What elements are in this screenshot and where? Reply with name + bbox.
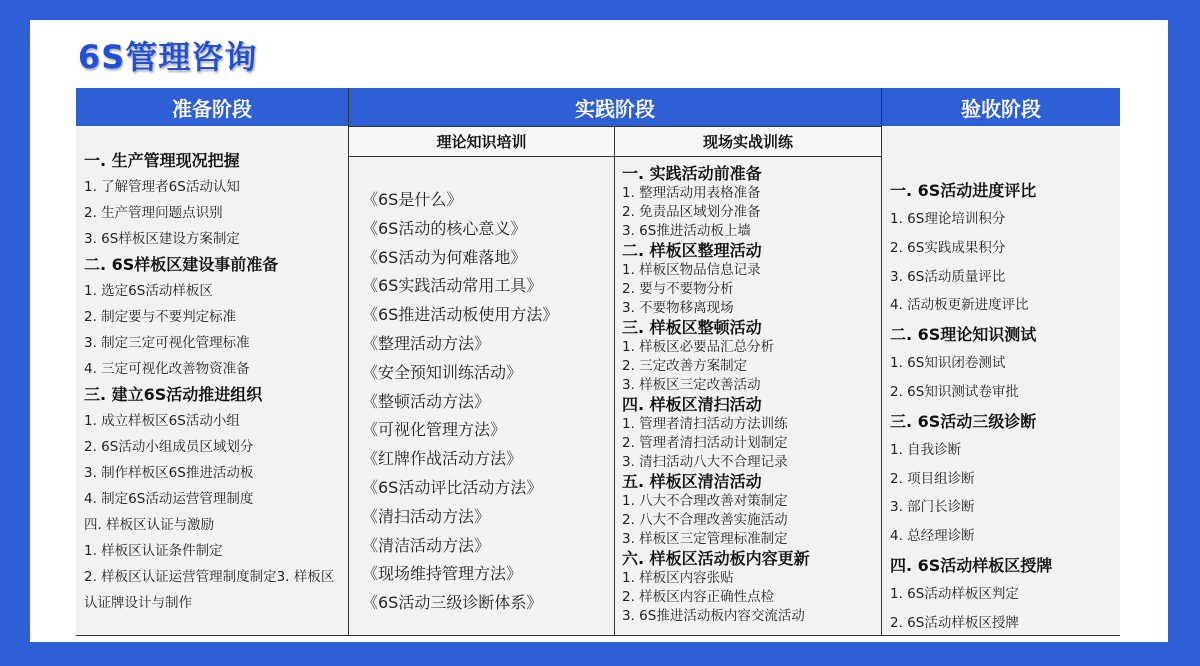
list-item: 1. 样板区必要品汇总分析 bbox=[622, 339, 775, 355]
course-item: 《6S活动为何难落地》 bbox=[362, 247, 527, 267]
field-column bbox=[622, 164, 884, 626]
section-heading: 四. 样板区清扫活动 bbox=[622, 395, 762, 414]
section-heading: 一. 生产管理现况把握 bbox=[84, 151, 240, 170]
list-item: 1. 样板区内容张贴 bbox=[622, 570, 734, 586]
list-item: 2. 项目组诊断 bbox=[890, 470, 975, 487]
list-item: 1. 6S活动样板区判定 bbox=[890, 585, 1019, 602]
course-item: 《6S推进活动板使用方法》 bbox=[362, 305, 559, 325]
list-item: 2. 6S活动小组成员区域划分 bbox=[84, 439, 254, 455]
list-item: 1. 选定6S活动样板区 bbox=[84, 283, 213, 299]
list-item: 2. 八大不合理改善实施活动 bbox=[622, 512, 788, 528]
course-item: 《现场维持管理方法》 bbox=[362, 564, 523, 584]
course-item: 《6S实践活动常用工具》 bbox=[362, 276, 543, 296]
list-item: 1. 管理者清扫活动方法训练 bbox=[622, 416, 788, 432]
list-item: 1. 整理活动用表格准备 bbox=[622, 185, 761, 201]
section-heading: 四. 6S活动样板区授牌 bbox=[890, 555, 1053, 575]
list-item: 3. 6S推进活动板内容交流活动 bbox=[622, 608, 805, 624]
course-item: 《清洁活动方法》 bbox=[362, 535, 491, 555]
list-item: 3. 样板区三定改善活动 bbox=[622, 377, 761, 393]
list-item: 4. 三定可视化改善物资准备 bbox=[84, 361, 250, 377]
divider bbox=[348, 88, 349, 636]
list-item: 2. 三定改善方案制定 bbox=[622, 358, 748, 374]
course-item: 《6S是什么》 bbox=[362, 190, 463, 209]
list-item: 1. 样板区认证条件制定 bbox=[84, 543, 223, 559]
list-item: 四. 样板区认证与激励 bbox=[84, 517, 215, 533]
list-item: 2. 制定要与不要判定标准 bbox=[84, 309, 237, 325]
list-item: 2. 6S知识测试卷审批 bbox=[890, 383, 1019, 400]
course-item: 《整顿活动方法》 bbox=[362, 391, 491, 411]
course-item: 《可视化管理方法》 bbox=[362, 420, 507, 440]
page-title: 6S管理咨询 bbox=[78, 38, 258, 76]
list-item: 3. 制定三定可视化管理标准 bbox=[84, 335, 250, 351]
list-item: 3. 样板区三定管理标准制定 bbox=[622, 531, 788, 547]
list-item: 4. 总经理诊断 bbox=[890, 528, 975, 545]
list-item: 1. 了解管理者6S活动认知 bbox=[84, 179, 240, 195]
subheader-field: 现场实战训练 bbox=[615, 126, 881, 156]
list-item: 3. 6S活动质量评比 bbox=[890, 268, 1006, 285]
divider bbox=[348, 126, 881, 127]
theory-column bbox=[362, 186, 612, 618]
section-heading: 三. 建立6S活动推进组织 bbox=[84, 385, 263, 404]
section-heading: 六. 样板区活动板内容更新 bbox=[622, 549, 810, 568]
header-accept: 验收阶段 bbox=[882, 88, 1120, 126]
course-item: 《红牌作战活动方法》 bbox=[362, 449, 523, 469]
course-item: 《6S活动的核心意义》 bbox=[362, 218, 527, 238]
section-heading: 三. 样板区整顿活动 bbox=[622, 318, 762, 337]
list-item: 2. 生产管理问题点识别 bbox=[84, 205, 223, 221]
list-item: 3. 6S样板区建设方案制定 bbox=[84, 231, 240, 247]
list-item: 3. 清扫活动八大不合理记录 bbox=[622, 454, 788, 470]
list-item: 2. 管理者清扫活动计划制定 bbox=[622, 435, 788, 451]
list-item: 1. 八大不合理改善对策制定 bbox=[622, 493, 788, 509]
phase-table bbox=[76, 88, 1120, 636]
accept-column bbox=[890, 176, 1115, 638]
prep-column bbox=[84, 148, 344, 616]
section-heading: 五. 样板区清洁活动 bbox=[622, 472, 762, 491]
list-item: 4. 制定6S活动运营管理制度 bbox=[84, 491, 254, 507]
list-item: 2. 免责品区域划分准备 bbox=[622, 204, 761, 220]
list-item: 3. 6S推进活动板上墙 bbox=[622, 223, 751, 239]
section-heading: 一. 实践活动前准备 bbox=[622, 164, 762, 183]
list-item: 4. 活动板更新进度评比 bbox=[890, 297, 1029, 314]
list-item: 2. 要与不要物分析 bbox=[622, 281, 734, 297]
course-item: 《安全预知训练活动》 bbox=[362, 362, 523, 382]
list-item: 3. 制作样板区6S推进活动板 bbox=[84, 465, 254, 481]
list-item: 2. 6S活动样板区授牌 bbox=[890, 614, 1019, 631]
list-item: 3. 不要物移离现场 bbox=[622, 300, 734, 316]
list-item: 1. 自我诊断 bbox=[890, 441, 962, 458]
section-heading: 二. 样板区整理活动 bbox=[622, 241, 762, 260]
list-item: 1. 6S理论培训积分 bbox=[890, 211, 1006, 227]
list-item: 2. 6S实践成果积分 bbox=[890, 239, 1006, 256]
course-item: 《6S活动三级诊断体系》 bbox=[362, 593, 543, 613]
list-item: 3. 部门长诊断 bbox=[890, 499, 975, 516]
section-heading: 三. 6S活动三级诊断 bbox=[890, 411, 1037, 431]
course-item: 《6S活动评比活动方法》 bbox=[362, 477, 543, 497]
list-item: 2. 样板区认证运营管理制度制定3. 样板区认证牌设计与制作 bbox=[84, 569, 335, 611]
list-item: 2. 样板区内容正确性点检 bbox=[622, 589, 775, 605]
header-prep: 准备阶段 bbox=[76, 88, 348, 126]
section-heading: 二. 6S理论知识测试 bbox=[890, 325, 1037, 345]
divider bbox=[348, 156, 881, 157]
subheader-theory: 理论知识培训 bbox=[349, 126, 614, 156]
section-heading: 二. 6S样板区建设事前准备 bbox=[84, 255, 279, 274]
header-practice: 实践阶段 bbox=[349, 88, 881, 126]
divider bbox=[614, 126, 615, 636]
section-heading: 一. 6S活动进度评比 bbox=[890, 181, 1037, 200]
list-item: 1. 样板区物品信息记录 bbox=[622, 262, 761, 278]
course-item: 《清扫活动方法》 bbox=[362, 506, 491, 526]
slide-frame bbox=[30, 20, 1168, 642]
course-item: 《整理活动方法》 bbox=[362, 333, 491, 353]
list-item: 1. 6S知识闭卷测试 bbox=[890, 355, 1006, 372]
list-item: 1. 成立样板区6S活动小组 bbox=[84, 413, 240, 429]
